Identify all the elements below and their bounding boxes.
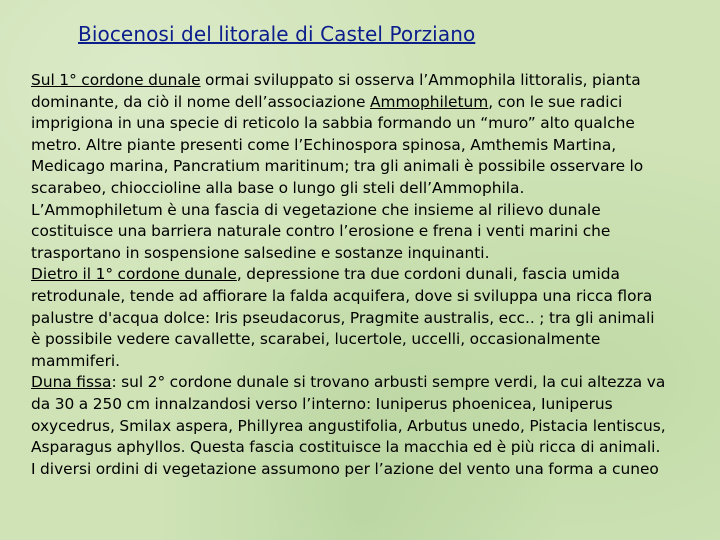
text-line	[31, 70, 699, 92]
text-line	[31, 264, 699, 286]
text-line: retrodunale, tende ad affiorare la falda acquifera, dove si sviluppa una ricca flora	[31, 286, 653, 305]
text-line: L’Ammophiletum è una fascia di vegetazione che insieme al rilievo dunale	[31, 200, 601, 219]
text-line: oxycedrus, Smilax aspera, Phillyrea angustifolia, Arbutus unedo, Pistacia lentiscus,	[31, 416, 666, 435]
page-title: Biocenosi del litorale di Castel Porziano	[78, 22, 476, 46]
underlined-term: Sul 1° cordone dunale	[31, 71, 201, 89]
text-line: Asparagus aphyllos. Questa fascia costituisce la macchia ed è più ricca di animali.	[31, 438, 661, 457]
text-span: : sul 2° cordone dunale si trovano arbusti sempre verdi, la cui altezza va	[111, 373, 666, 392]
text-line: Medicago marina, Pancratium maritinum; tra gli animali è possibile osservare lo	[31, 157, 644, 176]
text-span: ormai sviluppato si osserva l’Ammophila littoralis, pianta	[200, 71, 641, 89]
text-line: è possibile vedere cavallette, scarabei, lucertole, uccelli, occasionalmente	[31, 330, 601, 349]
text-line: I diversi ordini di vegetazione assumono per l’azione del vento una forma a cuneo	[31, 459, 659, 478]
text-line: mammiferi.	[31, 351, 121, 370]
text-line: palustre d'acqua dolce: Iris pseudacorus, Pragmite australis, ecc.. ; tra gli animali	[31, 308, 655, 327]
text-line: metro. Altre piante presenti come l’Echinospora spinosa, Amthemis Martina,	[31, 135, 617, 154]
text-line: scarabeo, chioccioline alla base o lungo gli steli dell’Ammophila.	[31, 178, 525, 197]
text-line: imprigiona in una specie di reticolo la sabbia formando un “muro” alto qualche	[31, 114, 635, 133]
text-span: dominante, da ciò il nome dell’associazione	[31, 92, 371, 111]
body-text	[31, 70, 699, 480]
text-line	[31, 92, 699, 114]
text-line: da 30 a 250 cm innalzandosi verso l’interno: Iuniperus phoenicea, Iuniperus	[31, 394, 613, 413]
text-line: costituisce una barriera naturale contro l’erosione e frena i venti marini che	[31, 222, 611, 241]
underlined-term: Duna fissa	[31, 373, 112, 392]
text-line	[31, 372, 699, 394]
text-span: , con le sue radici	[488, 92, 623, 111]
underlined-term: Dietro il 1° cordone dunale	[31, 265, 237, 284]
text-line: trasportano in sospensione salsedine e sostanze inquinanti.	[31, 243, 490, 262]
text-span: , depressione tra due cordoni dunali, fascia umida	[236, 265, 620, 284]
underlined-term: Ammophiletum	[370, 92, 489, 111]
